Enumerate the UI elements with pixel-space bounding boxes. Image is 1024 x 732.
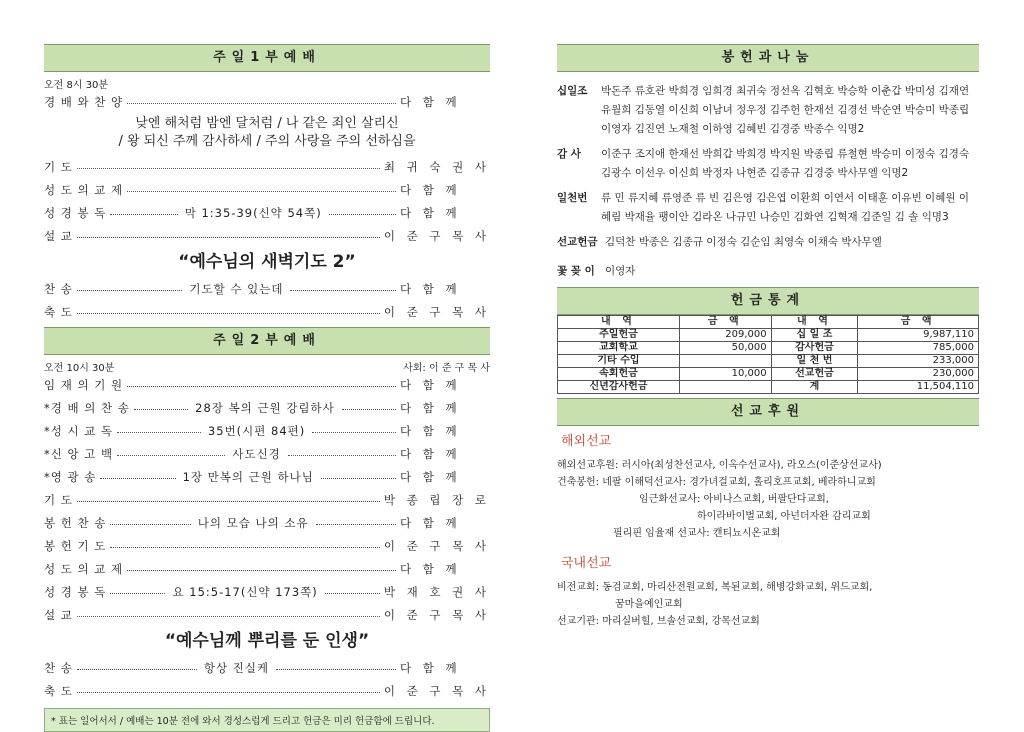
order-item: 경 배 와 찬 양 다 함 께 xyxy=(44,94,461,109)
offering-group: 십일조 박돈주 류호관 박희경 임희경 최귀숙 정선옥 김혁호 박승학 이춘갑 박미성 김재연 유월희 김동열 이신희 이남녀 정우정 김주헌 한재선 김경선 박순연 박승미 박종립 이영자 김진연 노재철 이하영 김혜빈 김경중 박종수 익명2 xyxy=(557,85,970,135)
order-item: *신 앙 고 백 사도신경 다 함 께 xyxy=(44,446,461,461)
mission-header: 선교후원 xyxy=(557,398,979,426)
order-item: 봉 헌 찬 송 나의 모습 나의 소유 다 함 께 xyxy=(44,515,461,530)
order-item: *영 광 송 1장 만복의 근원 하나님 다 함 께 xyxy=(44,469,461,484)
table-row: 교회학교 50,000 감사헌금 785,000 xyxy=(558,342,979,355)
mission-line: 임근화선교사: 아비나스교회, 버팔단다교회, xyxy=(639,494,829,505)
order-item: 설 교 이 준 구 목 사 xyxy=(44,607,490,622)
mission-line: 꿈마을예인교회 xyxy=(615,599,683,610)
overseas-mission-title: 해외선교 xyxy=(561,434,612,449)
sermon-title: “예수님께 뿌리를 둔 인생” xyxy=(164,631,370,651)
finance-header: 헌금통계 xyxy=(557,287,979,315)
mission-line: 해외선교후원: 러시아(최성찬선교사, 이옥수선교사), 라오스(이준상선교사) xyxy=(557,460,882,471)
order-item: 성 도 의 교 제 다 함 께 xyxy=(44,182,461,197)
service-note: * 표는 일어서서 / 예배는 10분 전에 와서 경성스럽게 드리고 헌금은 미리 헌금함에 드립니다. xyxy=(44,708,490,732)
offering-group: 선교헌금 김덕찬 박종은 김종규 이정숙 김순임 최영숙 이채숙 박사무엘 xyxy=(557,236,882,248)
order-item: 기 도 최 귀 숙 권 사 xyxy=(44,159,490,174)
mission-line: 하이라바이벌교회, 아넌더자완 감리교회 xyxy=(697,511,871,522)
order-item: 임 재 의 기 원 다 함 께 xyxy=(44,377,461,392)
order-item: 찬 송 기도할 수 있는데 다 함 께 xyxy=(44,281,461,296)
right-column xyxy=(557,44,979,630)
second-service-header: 주일2부예배 xyxy=(44,327,490,355)
mission-line: 필리핀 임율재 선교사: 캔티뇨시온교회 xyxy=(613,528,781,539)
order-item: 축 도 이 준 구 목 사 xyxy=(44,683,490,698)
offering-group: 감 사 이준구 조지애 한재선 박희갑 박희경 박지원 박종립 류철현 박승미 이정숙 김경숙 김광수 이선우 이신희 박정자 나현준 김종규 김경중 박사무엘 익명2 xyxy=(557,148,970,179)
finance-table xyxy=(557,315,979,394)
first-service-header: 주일1부예배 xyxy=(44,44,490,72)
offering-group: 일천번 류 민 류지혜 류영준 류 빈 김은영 김은엽 이환희 이연서 이태훈 이유빈 이혜원 이혜림 박재율 팽이안 김라온 나규민 나승민 김화연 김혁재 김준일 김 솔 익명3 xyxy=(557,192,969,223)
praise-songs: 낮엔 해처럼 밤엔 달처럼 / 나 같은 죄인 살리신 / 왕 되신 주께 감사하세 / 주의 사랑을 주의 선하심을 xyxy=(118,116,416,149)
left-column xyxy=(44,44,490,732)
order-item: 설 교 이 준 구 목 사 xyxy=(44,228,490,243)
table-row: 기타 수입 일 천 번 233,000 xyxy=(558,355,979,368)
table-row: 속회헌금 10,000 선교헌금 230,000 xyxy=(558,368,979,381)
second-service-time: 오전 10시 30분 사회: 이 준 구 목 사 xyxy=(44,363,490,374)
mission-line: 건축봉헌: 네팔 이해덕선교사: 경가녀걸교회, 홀리호프교회, 베라하니교회 xyxy=(557,477,876,488)
order-item: 찬 송 항상 진실케 다 함 께 xyxy=(44,660,461,675)
order-item: 축 도 이 준 구 목 사 xyxy=(44,304,490,319)
offering-header: 봉헌과나눔 xyxy=(557,44,979,72)
order-item: 기 도 박 종 립 장 로 xyxy=(44,492,490,507)
table-row: 주일헌금 209,000 십 일 조 9,987,110 xyxy=(558,329,979,342)
domestic-mission-title: 국내선교 xyxy=(561,556,612,571)
table-row: 신년감사헌금 계 11,504,110 xyxy=(558,381,979,394)
order-item: 성 도 의 교 제 다 함 께 xyxy=(44,561,461,576)
order-item: *성 시 교 독 35번(시편 84편) 다 함 께 xyxy=(44,423,461,438)
offering-group: 꽃 꽂 이 이영자 xyxy=(557,265,636,277)
order-item: *경 배 의 찬 송 28장 복의 근원 강림하사 다 함 께 xyxy=(44,400,461,415)
order-item: 봉 헌 기 도 이 준 구 목 사 xyxy=(44,538,490,553)
sermon-title: “예수님의 새벽기도 2” xyxy=(178,252,356,272)
table-header-row: 내 역 금 액 내 역 금 액 xyxy=(558,316,979,329)
mission-line: 비전교회: 동검교회, 마리산전원교회, 복된교회, 해병강화교회, 위드교회, xyxy=(557,582,873,593)
order-item: 성 경 봉 독 요 15:5-17(신약 173쪽) 박 재 호 권 사 xyxy=(44,584,491,599)
mission-line: 선교기관: 마리실버힐, 브솔선교회, 강목선교회 xyxy=(557,616,760,627)
order-item: 성 경 봉 독 막 1:35-39(신약 54쪽) 다 함 께 xyxy=(44,205,461,220)
first-service-time: 오전 8시 30분 xyxy=(44,80,109,91)
